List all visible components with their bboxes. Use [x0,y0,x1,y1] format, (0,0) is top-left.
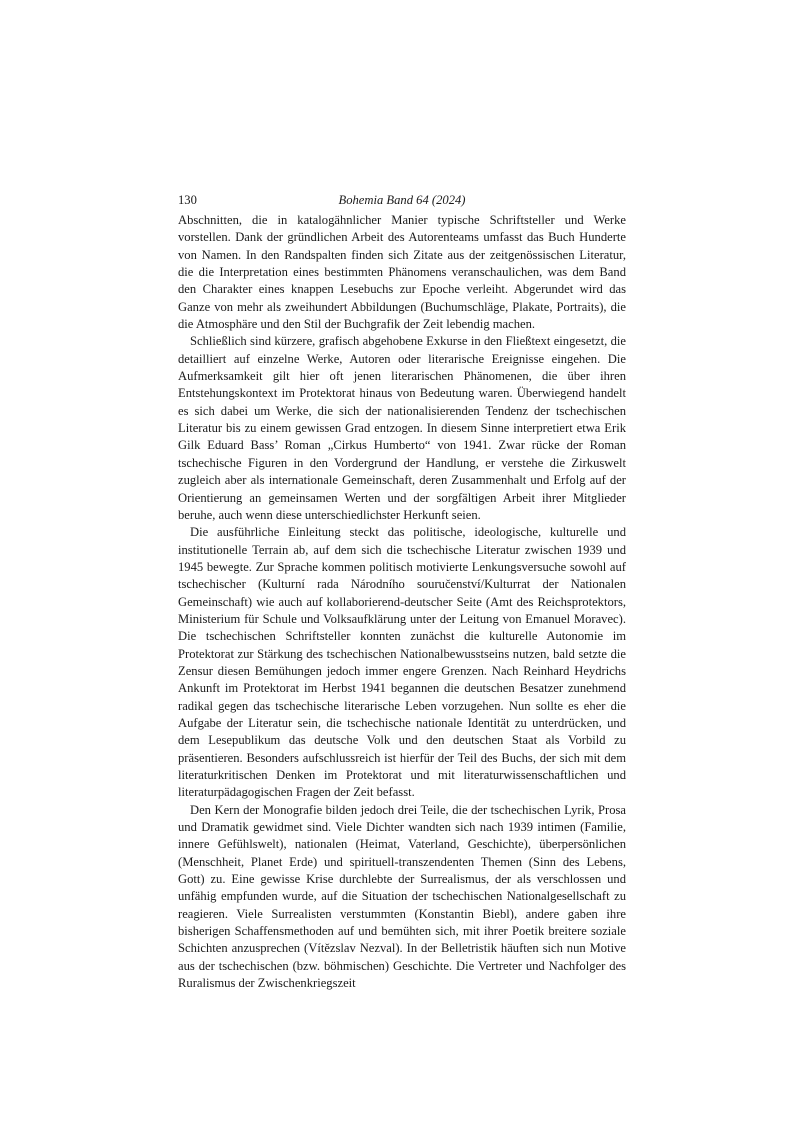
journal-title: Bohemia Band 64 (2024) [338,193,466,207]
paragraph-4: Den Kern der Monografie bilden jedoch drei Teile, die der tschechischen Lyrik, Prosa und Dramatik gewidmet sind. Viele Dichter wandten sich nach 1939 intimen (Familie, innere Gefühlswelt), nationalen (Heimat, Vaterland, Geschichte), überpersönlichen (Menschheit, Planet Erde) und spirituell-transzendenten Themen (Sinn des Lebens, Gott) zu. Eine gewisse Krise durchlebte der Surrealismus, der als verschlossen und unfähig empfunden wurde, auf die Situation der tschechischen Nationalgesellschaft zu reagieren. Viele Surrealisten verstummten (Konstantin Biebl), andere gaben ihre bisherigen Schaffensmethoden auf und bemühten sich, mit ihrer Poetik breitere soziale Schichten anzusprechen (Vítězslav Nezval). In der Belletristik häuften sich nun Motive aus der tschechischen (bzw. böhmischen) Geschichte. Die Vertreter und Nachfolger des Ruralismus der Zwischenkriegszeit [178,802,626,991]
paragraph-1: Abschnitten, die in katalogähnlicher Manier typische Schriftsteller und Werke vorstellen. Dank der gründlichen Arbeit des Autorenteams umfasst das Buch Hunderte von Namen. In den Randspalten finden sich Zitate aus der zeitgenössischen Literatur, die die Interpretation eines bestimmten Phänomens veranschaulichen, was dem Band den Charakter eines knappen Lesebuchs zur Epoche verleiht. Abgerundet wird das Ganze von mehr als zweihundert Abbildungen (Buchumschläge, Plakate, Portraits), die die Atmosphäre und den Stil der Buchgrafik der Zeit lebendig machen. [178,213,626,332]
paragraph-3: Die ausführliche Einleitung steckt das politische, ideologische, kulturelle und institutionelle Terrain ab, auf dem sich die tschechische Literatur zwischen 1939 und 1945 bewegte. Zur Sprache kommen politisch motivierte Lenkungsversuche sowohl auf tschechischer (Kulturní rada Národního souručenství/Kulturrat der Nationalen Gemeinschaft) wie auch auf kollaborierend-deutscher Seite (Amt des Reichsprotektors, Ministerium für Schule und Volksaufklärung unter der Leitung von Emanuel Moravec). Die tschechischen Schriftsteller konnten zunächst die kulturelle Autonomie im Protektorat zur Stärkung des tschechischen Nationalbewusstseins nutzen, bald setzte die Zensur diesen Bemühungen jedoch immer engere Grenzen. Nach Reinhard Heydrichs Ankunft im Protektorat im Herbst 1941 begannen die deutschen Besatzer zunehmend radikal gegen das tschechische literarische Leben vorzugehen. Nun sollte es eher die Aufgabe der Literatur sein, die tschechische nationale Identität zu unterdrücken, und dem Lesepublikum das deutsche Volk und den deutschen Staat als Vorbild zu präsentieren. Besonders aufschlussreich ist hierfür der Teil des Buchs, der sich mit dem literaturkritischen Denken im Protektorat und mit literaturwissenschaftlichen und literaturpädagogischen Fragen der Zeit befasst. [178,525,626,800]
running-head [178,192,626,210]
page-number: 130 [178,193,197,207]
paragraph-2: Schließlich sind kürzere, grafisch abgehobene Exkurse in den Fließtext eingesetzt, die detailliert auf einzelne Werke, Autoren oder literarische Ereignisse eingehen. Die Aufmerksamkeit gilt hier oft jenen literarischen Phänomenen, die über ihren Entstehungskontext im Protektorat hinaus von Bedeutung waren. Überwiegend handelt es sich dabei um Werke, die sich der nationalisierenden Tendenz der tschechischen Literatur bis zu einem gewissen Grad entzogen. In diesem Sinne interpretiert etwa Erik Gilk Eduard Bass’ Roman „Cirkus Humberto“ von 1941. Zwar rücke der Roman tschechische Figuren in den Vordergrund der Handlung, er verstehe die Zirkuswelt zugleich aber als internationale Gemeinschaft, deren Zusammenhalt und Erfolg auf der Orientierung an gemeinsamen Werten und der sorgfältigen Arbeit ihrer Mitglieder beruhe, auch wenn diese unterschiedlichster Herkunft seien. [178,334,626,522]
document-page [178,192,626,992]
